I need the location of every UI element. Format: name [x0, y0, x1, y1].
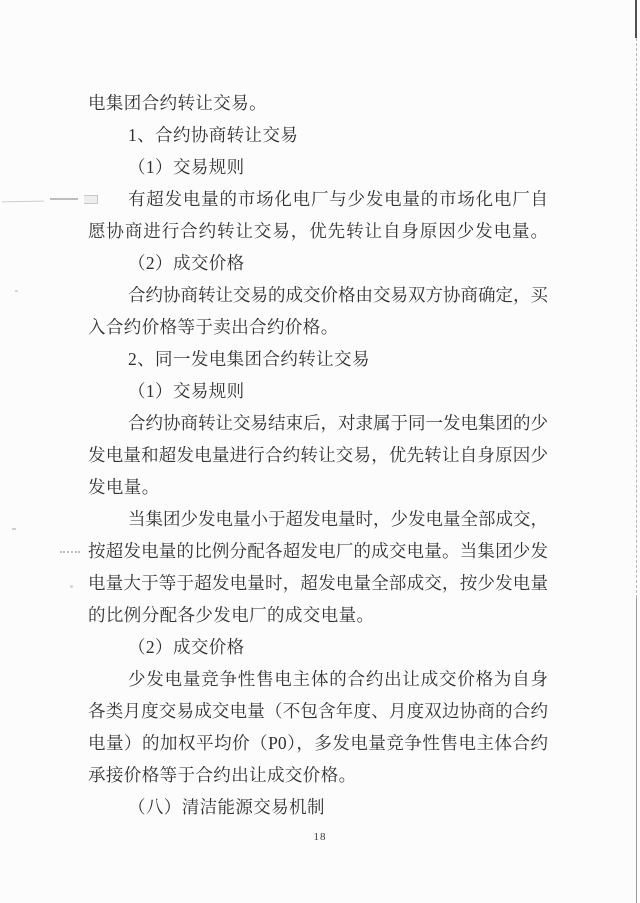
scan-artifact-left-scratch — [50, 198, 78, 200]
document-text-block — [88, 87, 548, 823]
text-line: 电量大于等于超发电量时，超发电量全部成交，按少发电量 — [88, 573, 548, 593]
text-line: 电集团合约转让交易。 — [88, 93, 267, 113]
text-line: （八）清洁能源交易机制 — [128, 797, 325, 817]
text-line: （1）交易规则 — [128, 381, 245, 401]
text-line: 少发电量竞争性售电主体的合约出让成交价格为自身 — [128, 669, 548, 689]
text-line: 合约协商转让交易结束后，对隶属于同一发电集团的少 — [128, 413, 548, 433]
text-line: 发电量。 — [88, 477, 160, 497]
text-line: 2、同一发电集团合约转让交易 — [128, 349, 370, 369]
scan-artifact-speck — [15, 290, 18, 292]
text-line: 愿协商进行合约转让交易，优先转让自身原因少发电量。 — [88, 221, 548, 241]
text-line: 1、合约协商转让交易 — [128, 125, 299, 145]
scan-artifact-right-edge-middle — [636, 38, 637, 598]
text-line: 按超发电量的比例分配各超发电厂的成交电量。当集团少发 — [88, 541, 548, 561]
text-line: 当集团少发电量小于超发电量时，少发电量全部成交， — [128, 509, 548, 529]
text-line: 承接价格等于合约出让成交价格。 — [88, 765, 357, 785]
text-line: 入合约价格等于卖出合约价格。 — [88, 317, 339, 337]
text-line: 合约协商转让交易的成交价格由交易双方协商确定，买 — [128, 285, 548, 305]
scan-artifact-speck — [12, 528, 16, 530]
scan-artifact-speck — [70, 585, 73, 588]
text-line: 电量）的加权平均价（P0），多发电量竞争性售电主体合约 — [88, 733, 548, 753]
scan-artifact-right-edge-top — [635, 0, 637, 38]
text-line: 发电量和超发电量进行合约转让交易，优先转让自身原因少 — [88, 445, 548, 465]
text-line: （2）成交价格 — [128, 637, 245, 657]
text-line: （2）成交价格 — [128, 253, 245, 273]
scan-artifact-dotted-mark — [60, 551, 80, 553]
text-line: 各类月度交易成交电量（不包含年度、月度双边协商的合约 — [88, 701, 548, 721]
page-number: 18 — [313, 831, 327, 843]
scan-artifact-right-edge-bottom — [636, 598, 637, 903]
text-line: （1）交易规则 — [128, 157, 245, 177]
text-line: 的比例分配各少发电厂的成交电量。 — [88, 605, 375, 625]
scan-artifact-left-scratch — [2, 201, 44, 203]
text-line: 有超发电量的市场化电厂与少发电量的市场化电厂自 — [128, 189, 548, 209]
